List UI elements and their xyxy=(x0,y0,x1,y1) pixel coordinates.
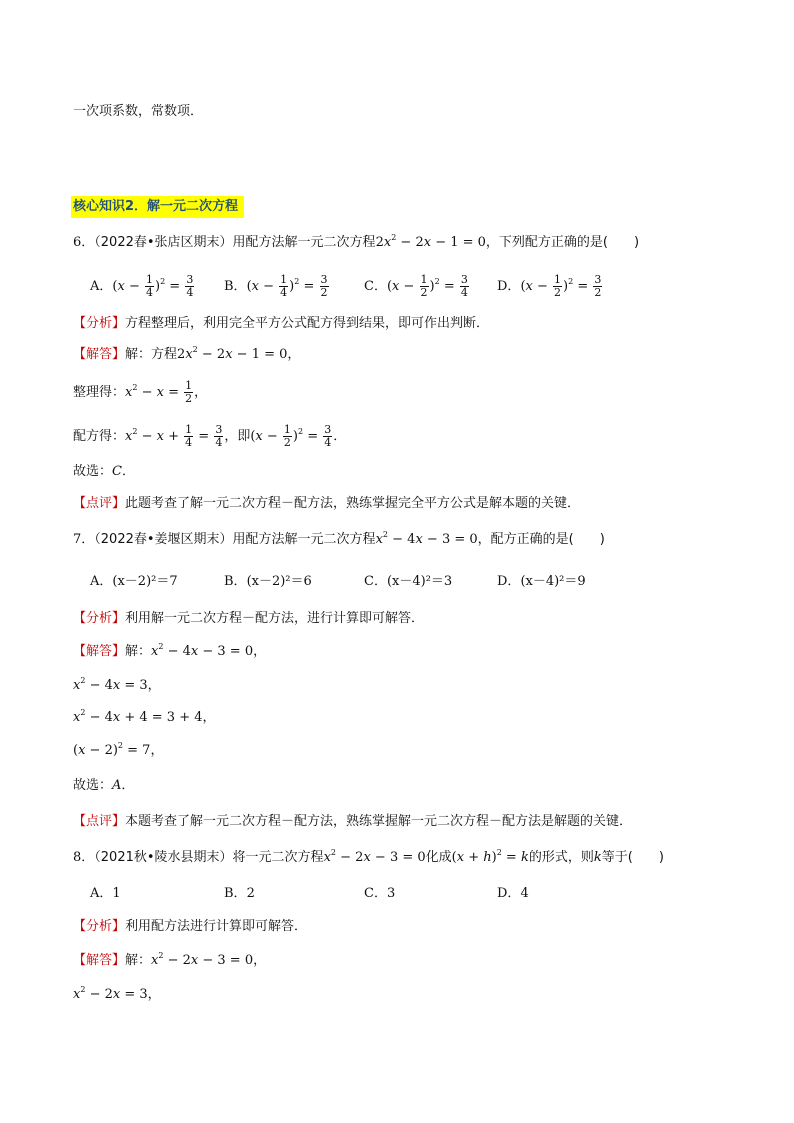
q7-answer: 【解答】解：$x^2 - 4x - 3 = 0$， xyxy=(73,642,267,659)
q6-option-d[interactable]: D．(x − $\frac{1}{2}$ )$^2$ = $\frac{3}{2}$ xyxy=(497,273,602,299)
q6-option-a[interactable]: A．(x − $\frac{1}{4}$ )$^2$ = $\frac{3}{4}$ xyxy=(90,273,194,299)
q6-option-c[interactable]: C．(x − $\frac{1}{2}$ )$^2$ = $\frac{3}{4}$ xyxy=(364,273,468,299)
q7-option-b[interactable]: B．(x－2)²＝6 xyxy=(224,574,312,589)
q7-comment: 【点评】本题考查了解一元二次方程－配方法，熟练掌握解一元二次方程－配方法是解题的关键． xyxy=(73,814,633,829)
question-source: （2021秋•陵水县期末） xyxy=(94,850,233,865)
question-source: （2022春•张店区期末） xyxy=(94,235,233,250)
q6-analysis: 【分析】方程整理后，利用完全平方公式配方得到结果，即可作出判断． xyxy=(73,316,490,331)
q8-analysis: 【分析】利用配方法进行计算即可解答． xyxy=(73,919,308,934)
q7-analysis: 【分析】利用解一元二次方程－配方法，进行计算即可解答． xyxy=(73,611,425,626)
section-heading: 核心知识2．解一元二次方程 xyxy=(71,196,244,218)
question-7-stem: 7．（2022春•姜堰区期末）用配方法解一元二次方程$x^2 - 4x - 3 = 0$，配方正确的是( ) xyxy=(73,530,605,547)
q6-comment: 【点评】此题考查了解一元二次方程－配方法，熟练掌握完全平方公式是解本题的关键． xyxy=(73,496,581,511)
intro-line: 一次项系数，常数项． xyxy=(73,104,204,119)
q7-option-c[interactable]: C．(x－4)²＝3 xyxy=(364,574,453,589)
q7-step-2: $x^2 - 4x + 4 = 3 + 4$， xyxy=(73,708,216,725)
q8-option-a[interactable]: A．1 xyxy=(90,886,121,901)
q7-step-1: $x^2 - 4x = 3$， xyxy=(73,676,161,693)
q6-answer: 【解答】解：方程$2x^2 - 2x - 1 = 0$， xyxy=(73,345,301,362)
q7-select: 故选：A． xyxy=(73,778,135,793)
q6-option-b[interactable]: B．(x − $\frac{1}{4}$ )$^2$ = $\frac{3}{2}$ xyxy=(224,273,328,299)
q6-step-1: 整理得：$x^2 - x$ = $\frac{1}{2}$ ， xyxy=(73,379,208,405)
question-source: （2022春•姜堰区期末） xyxy=(94,532,233,547)
q8-option-c[interactable]: C．3 xyxy=(364,886,396,901)
q8-step-1: $x^2 - 2x = 3$， xyxy=(73,985,161,1002)
q8-option-b[interactable]: B．2 xyxy=(224,886,255,901)
q7-option-d[interactable]: D．(x－4)²＝9 xyxy=(497,574,586,589)
q8-answer: 【解答】解：$x^2 - 2x - 3 = 0$， xyxy=(73,951,267,968)
q6-step-2: 配方得：$x^2 - x$ + $\frac{1}{4}$ = $\frac{3}{4}$ ，即(x − $\frac{1}{2}$ )$^2$ = $\frac{3}{4}$ ． xyxy=(73,423,347,449)
question-8-stem: 8．（2021秋•陵水县期末）将一元二次方程$x^2 - 2x - 3 = 0$化成$(x + h)^2 = k$的形式，则k等于( ) xyxy=(73,848,664,865)
q7-option-a[interactable]: A．(x－2)²＝7 xyxy=(90,574,178,589)
q7-step-3: $(x - 2)^2 = 7$， xyxy=(73,741,164,758)
q6-select: 故选：C． xyxy=(73,464,135,479)
q8-option-d[interactable]: D．4 xyxy=(497,886,529,901)
question-6-stem: 6．（2022春•张店区期末）用配方法解一元二次方程$2x^2 - 2x - 1 = 0$，下列配方正确的是( ) xyxy=(73,233,640,250)
